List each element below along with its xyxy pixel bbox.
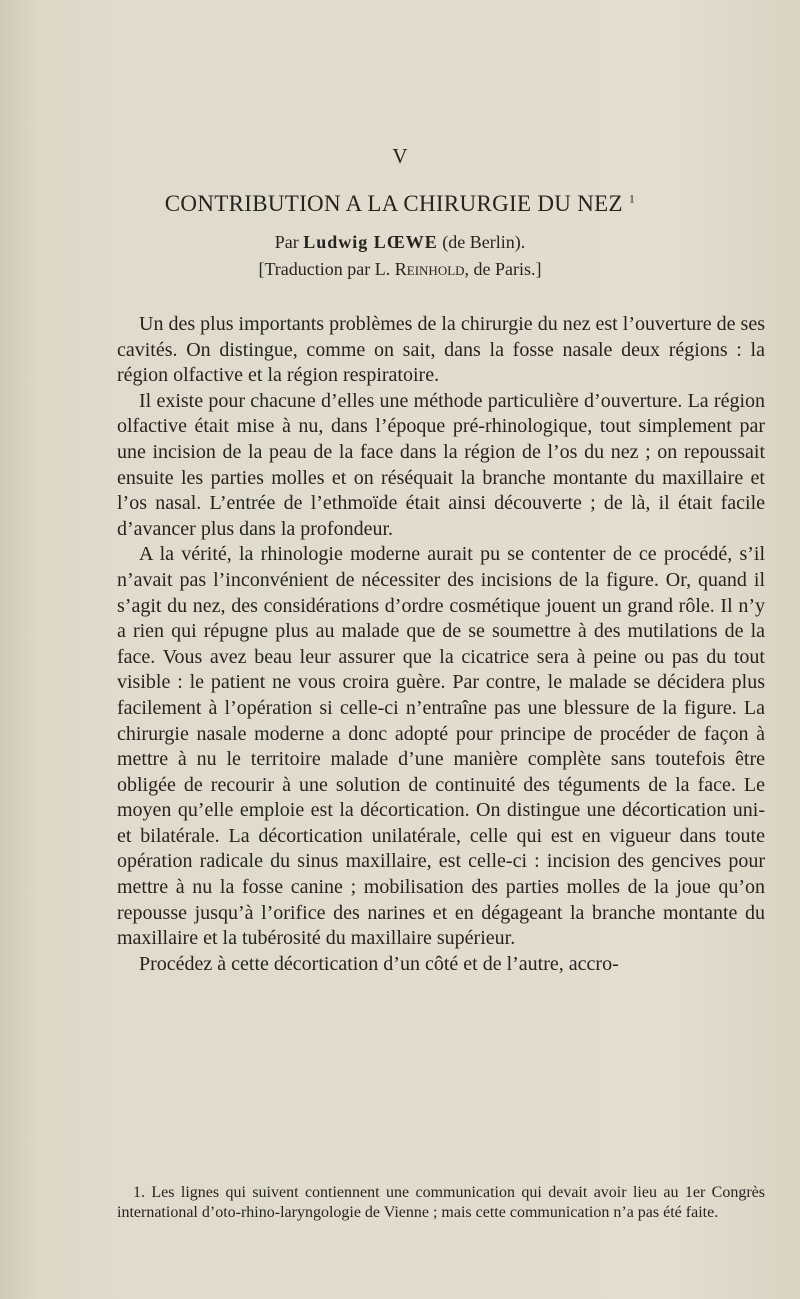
chapter-title-text: CONTRIBUTION A LA CHIRURGIE DU NEZ xyxy=(164,191,623,216)
paragraph: Un des plus importants problèmes de la chirurgie du nez est l’ouverture de ses cavités. On distingue, comme on sait, dans la fosse nasale deux régions : la région olfactive et la région respiratoire. xyxy=(117,313,765,387)
translation-suffix: , de Paris.] xyxy=(464,259,542,279)
footnote-paragraph xyxy=(117,1183,765,1223)
byline-prefix: Par xyxy=(274,232,299,252)
byline xyxy=(0,232,800,253)
translator-name: Reinhold xyxy=(394,259,465,279)
chapter-number: V xyxy=(392,144,408,168)
paragraph: Il existe pour chacune d’elles une méthode particulière d’ouverture. La région olfactive était mise à nu, dans l’époque pré-rhinologique, tout simplement par une incision de la peau de la face dans la région de l’os du nez ; on repoussait ensuite les parties molles et on réséquait la branche montante du maxillaire et l’os nasal. L’entrée de l’ethmoïde était ainsi découverte ; de là, il était facile d’avancer plus dans la profondeur. xyxy=(117,389,765,540)
author-name: Ludwig LŒWE xyxy=(303,232,438,252)
author-place: (de Berlin). xyxy=(442,232,526,252)
footnote-marker: 1. xyxy=(133,1184,145,1201)
paragraph: Procédez à cette décortication d’un côté et de l’autre, accro- xyxy=(139,952,619,975)
translation-credit xyxy=(0,259,800,280)
body-text xyxy=(117,312,765,977)
translation-prefix: [Traduction par L. xyxy=(258,259,391,279)
footnote-text: Les lignes qui suivent contiennent une communication qui devait avoir lieu au 1er Congrès international d’oto-rhino-laryngologie de Vienne ; mais cette communication n’a pas été faite. xyxy=(117,1184,765,1221)
footnote xyxy=(117,1183,765,1223)
chapter-title xyxy=(0,191,800,217)
paragraph: A la vérité, la rhinologie moderne aurait pu se contenter de ce procédé, s’il n’avait pas l’inconvénient de nécessiter des incisions de la figure. Or, quand il s’agit du nez, des considérations d’ordre cosmétique jouent un grand rôle. Il n’y a rien qui répugne plus au malade que de se soumettre à des mutilations de la face. Vous avez beau leur assurer que la cicatrice sera à peine ou pas du tout visible : le patient ne vous croira guère. Par contre, le malade se décidera plus facilement à l’opération si celle-ci n’entraîne pas une blessure de la figure. La chirurgie nasale moderne a donc adopté pour principe de procéder de façon à mettre à nu le territoire malade d’une manière complète sans toutefois être obligée de recourir à une solution de continuité des téguments de la face. Le moyen qu’elle emploie est la décortication. On distingue une décortication uni- et bilatérale. La décortication unilatérale, celle qui est en vigueur dans toute opération radicale du sinus maxillaire, est celle-ci : incision des gencives pour mettre à nu la fosse canine ; mobilisation des parties molles de la joue qu’on repousse jusqu’à l’orifice des narines et en dégageant la branche montante du maxillaire et la tubérosité du maxillaire supérieur. xyxy=(117,543,765,950)
footnote-reference: 1 xyxy=(628,191,636,206)
